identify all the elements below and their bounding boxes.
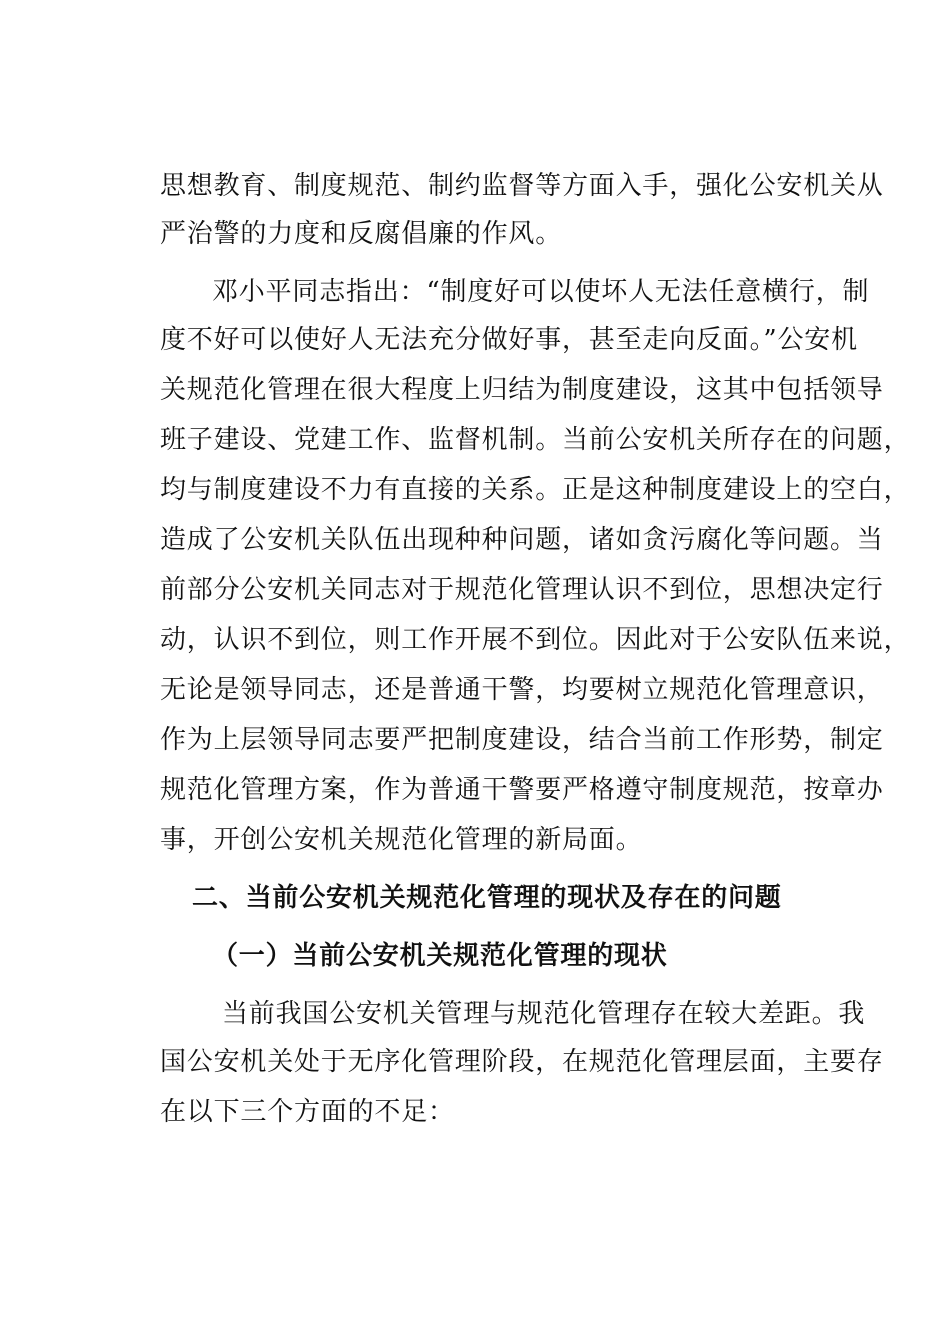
paragraph-2-line-12: 事，开创公安机关规范化管理的新局面。: [160, 825, 643, 855]
paragraph-2-line-4: 班子建设、党建工作、监督机制。当前公安机关所存在的问题，: [160, 425, 911, 455]
paragraph-2-line-3: 关规范化管理在很大程度上归结为制度建设，这其中包括领导: [160, 375, 884, 405]
paragraph-1-line-1: 思想教育、制度规范、制约监督等方面入手，强化公安机关从: [160, 171, 884, 201]
paragraph-2-line-2: 度不好可以使好人无法充分做好事，甚至走向反面。”公安机: [160, 325, 858, 355]
paragraph-2-line-6: 造成了公安机关队伍出现种种问题，诸如贪污腐化等问题。当: [160, 525, 884, 555]
paragraph-2-line-8: 动，认识不到位，则工作开展不到位。因此对于公安队伍来说，: [160, 625, 911, 655]
paragraph-1-line-2: 严治警的力度和反腐倡廉的作风。: [160, 219, 563, 249]
paragraph-2-line-5: 均与制度建设不力有直接的关系。正是这种制度建设上的空白，: [160, 475, 911, 505]
paragraph-3-line-2: 国公安机关处于无序化管理阶段，在规范化管理层面，主要存: [160, 1047, 884, 1077]
paragraph-3-line-1: 当前我国公安机关管理与规范化管理存在较大差距。我: [222, 999, 866, 1029]
section-heading: 二、当前公安机关规范化管理的现状及存在的问题: [192, 883, 782, 913]
paragraph-2-line-1: 邓小平同志指出：“制度好可以使坏人无法任意横行，制: [212, 277, 870, 307]
paragraph-2-line-9: 无论是领导同志，还是普通干警，均要树立规范化管理意识，: [160, 675, 884, 705]
paragraph-2-line-7: 前部分公安机关同志对于规范化管理认识不到位，思想决定行: [160, 575, 884, 605]
subsection-heading: （一）当前公安机关规范化管理的现状: [212, 941, 668, 971]
paragraph-2-line-10: 作为上层领导同志要严把制度建设，结合当前工作形势，制定: [160, 725, 884, 755]
paragraph-2-line-11: 规范化管理方案，作为普通干警要严格遵守制度规范，按章办: [160, 775, 884, 805]
paragraph-3-line-3: 在以下三个方面的不足：: [160, 1097, 455, 1127]
